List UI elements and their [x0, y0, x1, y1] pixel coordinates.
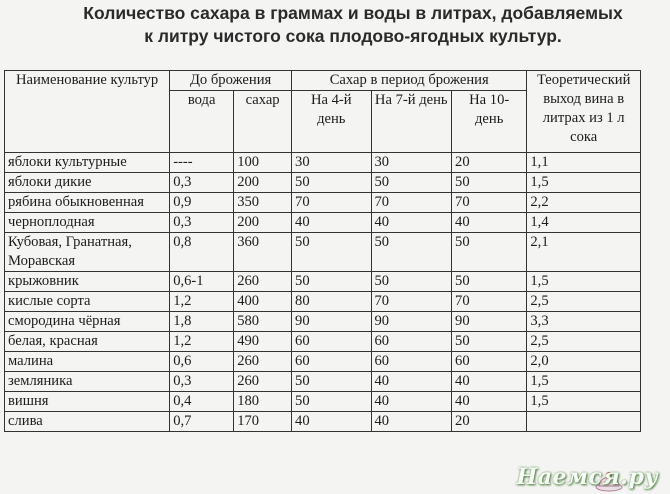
cell-sugar: 100: [234, 153, 292, 173]
table-body: [5, 153, 641, 432]
table-row: [5, 193, 641, 213]
header-day-4: На 4-й день: [292, 91, 371, 153]
cell-day-10: 50: [452, 233, 527, 272]
table-row: [5, 272, 641, 292]
table-row: [5, 173, 641, 193]
cell-culture-name: смородина чёрная: [5, 312, 170, 332]
cell-wine-yield: 1,5: [527, 272, 641, 292]
cell-day-4: 60: [292, 352, 371, 372]
cell-day-4: 40: [292, 213, 371, 233]
title-line-2: к литру чистого сока плодово-ягодных культур.: [144, 26, 562, 46]
cell-culture-name: слива: [5, 412, 170, 432]
cell-sugar: 260: [234, 272, 292, 292]
cell-day-4: 70: [292, 193, 371, 213]
header-day-10: На 10-день: [452, 91, 527, 153]
cell-day-7: 90: [371, 312, 452, 332]
table-row: [5, 392, 641, 412]
cell-day-10: 20: [452, 412, 527, 432]
cell-day-10: 60: [452, 352, 527, 372]
cell-wine-yield: [527, 412, 641, 432]
table-row: [5, 312, 641, 332]
cell-day-7: 70: [371, 292, 452, 312]
table-row: [5, 233, 641, 272]
cell-wine-yield: 2,5: [527, 292, 641, 312]
cell-water: 1,2: [170, 332, 234, 352]
cell-culture-name: белая, красная: [5, 332, 170, 352]
cell-water: 0,6-1: [170, 272, 234, 292]
cell-culture-name: малина: [5, 352, 170, 372]
cell-sugar: 260: [234, 352, 292, 372]
cell-water: 1,2: [170, 292, 234, 312]
cell-wine-yield: 1,4: [527, 213, 641, 233]
cell-day-10: 20: [452, 153, 527, 173]
cell-day-10: 70: [452, 193, 527, 213]
cell-sugar: 580: [234, 312, 292, 332]
cell-day-4: 30: [292, 153, 371, 173]
cell-sugar: 200: [234, 213, 292, 233]
cell-sugar: 200: [234, 173, 292, 193]
cell-day-7: 30: [371, 153, 452, 173]
table-row: [5, 213, 641, 233]
cell-wine-yield: 1,5: [527, 392, 641, 412]
table-row: [5, 352, 641, 372]
header-before-fermentation: До брожения: [170, 71, 292, 91]
sugar-water-table: [4, 70, 641, 432]
cell-water: 0,8: [170, 233, 234, 272]
cell-culture-name: кислые сорта: [5, 292, 170, 312]
cell-day-7: 40: [371, 213, 452, 233]
site-watermark: Наемся.ру: [516, 464, 658, 490]
cell-day-10: 90: [452, 312, 527, 332]
cell-sugar: 490: [234, 332, 292, 352]
cell-day-7: 60: [371, 352, 452, 372]
cell-day-7: 40: [371, 412, 452, 432]
cell-water: 0,3: [170, 372, 234, 392]
cell-culture-name: рябина обыкновенная: [5, 193, 170, 213]
table-header: [5, 71, 641, 153]
cell-water: 0,7: [170, 412, 234, 432]
cell-wine-yield: 2,2: [527, 193, 641, 213]
cell-day-4: 50: [292, 233, 371, 272]
cell-day-10: 50: [452, 272, 527, 292]
cell-water: 0,6: [170, 352, 234, 372]
cell-sugar: 180: [234, 392, 292, 412]
cell-sugar: 350: [234, 193, 292, 213]
cell-sugar: 400: [234, 292, 292, 312]
table-row: [5, 332, 641, 352]
cell-wine-yield: 1,5: [527, 173, 641, 193]
cell-day-4: 60: [292, 332, 371, 352]
header-day-7: На 7-й день: [371, 91, 452, 153]
cell-day-10: 40: [452, 213, 527, 233]
cell-wine-yield: 2,1: [527, 233, 641, 272]
cell-culture-name: Кубовая, Гранатная, Моравская: [5, 233, 170, 272]
cell-day-4: 80: [292, 292, 371, 312]
document-title: [58, 2, 648, 48]
header-sugar-during-fermentation: Сахар в период брожения: [292, 71, 527, 91]
cell-day-4: 50: [292, 173, 371, 193]
cell-culture-name: крыжовник: [5, 272, 170, 292]
cell-water: 0,3: [170, 213, 234, 233]
header-sugar: сахар: [234, 91, 292, 153]
table-row: [5, 372, 641, 392]
cell-day-4: 90: [292, 312, 371, 332]
cell-water: 0,9: [170, 193, 234, 213]
cell-culture-name: яблоки дикие: [5, 173, 170, 193]
cell-day-4: 40: [292, 412, 371, 432]
cell-wine-yield: 2,5: [527, 332, 641, 352]
header-water: вода: [170, 91, 234, 153]
cell-water: 1,8: [170, 312, 234, 332]
cell-day-7: 60: [371, 332, 452, 352]
table-row: [5, 153, 641, 173]
cell-day-10: 50: [452, 173, 527, 193]
cell-sugar: 170: [234, 412, 292, 432]
header-culture: Наименование культур: [5, 71, 170, 153]
cell-day-4: 50: [292, 392, 371, 412]
table-row: [5, 292, 641, 312]
cell-day-10: 50: [452, 332, 527, 352]
cell-culture-name: земляника: [5, 372, 170, 392]
cell-sugar: 360: [234, 233, 292, 272]
cell-sugar: 260: [234, 372, 292, 392]
cell-day-7: 70: [371, 193, 452, 213]
cell-day-7: 50: [371, 272, 452, 292]
cell-day-10: 40: [452, 372, 527, 392]
cell-wine-yield: 3,3: [527, 312, 641, 332]
cell-culture-name: вишня: [5, 392, 170, 412]
cell-day-7: 40: [371, 372, 452, 392]
cell-culture-name: яблоки культурные: [5, 153, 170, 173]
cell-water: 0,4: [170, 392, 234, 412]
cell-day-7: 50: [371, 233, 452, 272]
title-line-1: Количество сахара в граммах и воды в литрах, добавляемых: [83, 3, 623, 23]
cell-day-10: 40: [452, 392, 527, 412]
cell-day-4: 50: [292, 372, 371, 392]
cell-water: 0,3: [170, 173, 234, 193]
cell-wine-yield: 2,0: [527, 352, 641, 372]
cell-wine-yield: 1,1: [527, 153, 641, 173]
table-row: [5, 412, 641, 432]
cell-day-10: 70: [452, 292, 527, 312]
cell-day-7: 50: [371, 173, 452, 193]
cell-day-7: 40: [371, 392, 452, 412]
header-wine-yield: Теоретический выход вина в литрах из 1 л сока: [527, 71, 641, 153]
cell-wine-yield: 1,5: [527, 372, 641, 392]
cell-culture-name: черноплодная: [5, 213, 170, 233]
cell-water: ----: [170, 153, 234, 173]
cell-day-4: 50: [292, 272, 371, 292]
